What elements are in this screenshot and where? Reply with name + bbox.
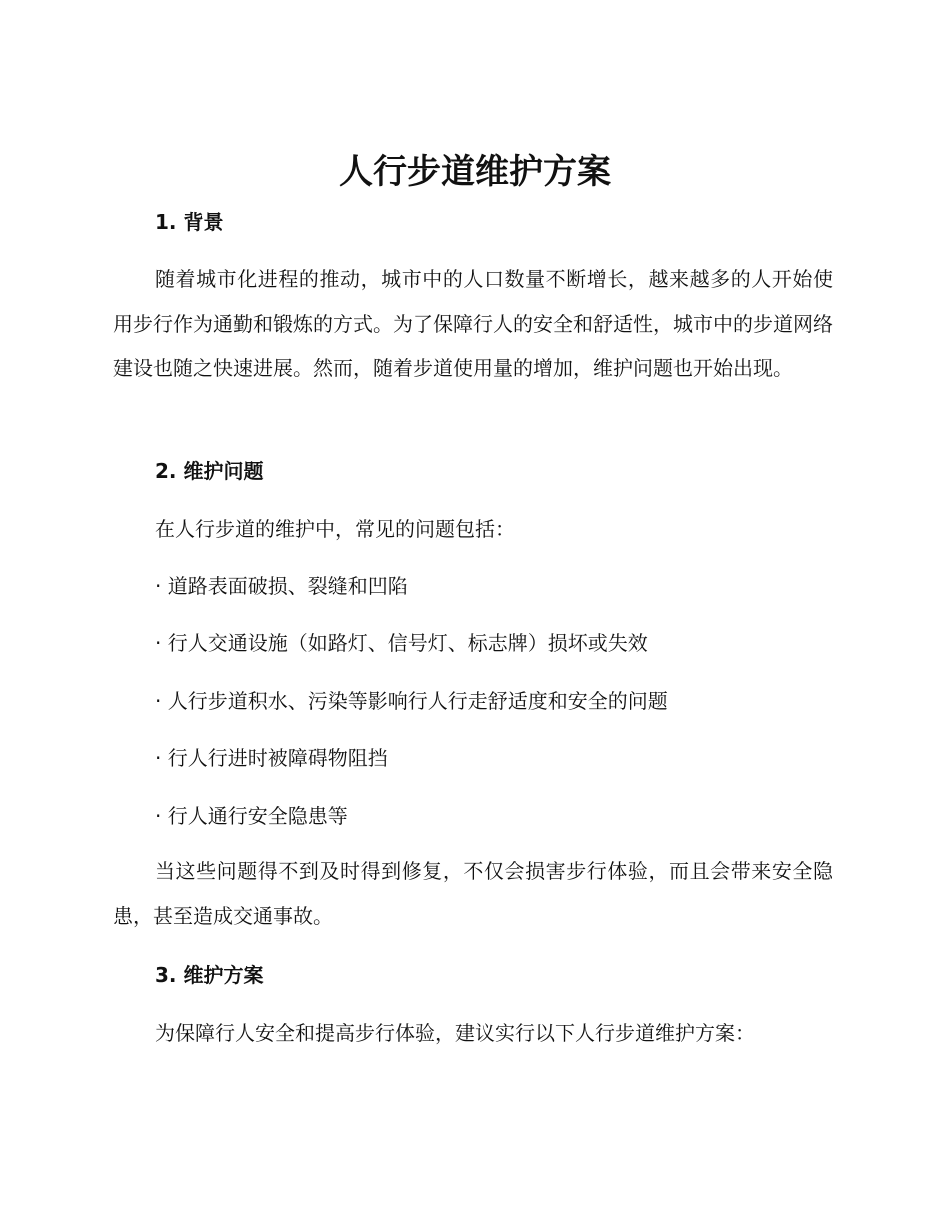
section-heading-maintenance-plan: 3. 维护方案 [155,963,264,987]
issue-list-item: · 行人通行安全隐患等 [155,804,348,828]
issue-list-item: · 人行步道积水、污染等影响行人行走舒适度和安全的问题 [155,689,668,713]
maintenance-issues-intro: 在人行步道的维护中，常见的问题包括： [155,517,515,541]
maintenance-plan-intro: 为保障行人安全和提高步行体验，建议实行以下人行步道维护方案： [155,1021,755,1045]
background-paragraph: 随着城市化进程的推动，城市中的人口数量不断增长，越来越多的人开始使用步行作为通勤和锻炼的方式。为了保障行人的安全和舒适性，城市中的步道网络建设也随之快速进展。然而，随着步道使用量的增加，维护问题也开始出现。 [113,267,833,380]
section-heading-background: 1. 背景 [155,210,224,234]
issue-list-item: · 道路表面破损、裂缝和凹陷 [155,574,408,598]
issue-list-item: · 行人交通设施（如路灯、信号灯、标志牌）损坏或失效 [155,631,648,655]
issue-list-item: · 行人行进时被障碍物阻挡 [155,746,388,770]
section-heading-maintenance-issues: 2. 维护问题 [155,459,264,483]
document-title: 人行步道维护方案 [339,152,611,192]
issues-consequence-paragraph: 当这些问题得不到及时得到修复，不仅会损害步行体验，而且会带来安全隐患，甚至造成交通事故。 [113,859,833,928]
